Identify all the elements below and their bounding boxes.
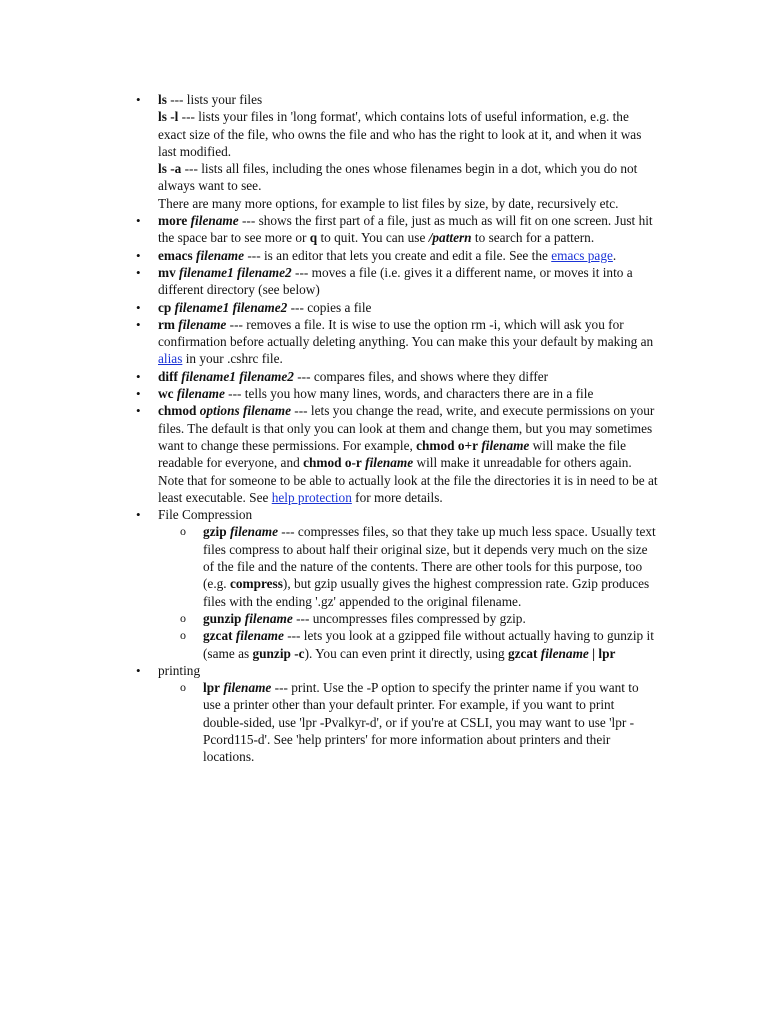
gunzip-paragraph [203,610,658,627]
file-compression-heading: File Compression [158,507,253,523]
list-item-wc [136,385,658,402]
rm-end: in your .cshrc file. [182,351,283,367]
chmod-paragraph [158,402,658,506]
sub-bullet-icon: o [180,680,186,695]
bullet-icon: • [136,386,141,402]
chmod-example-1-command: chmod o+r [416,437,478,453]
bullet-icon: • [136,316,141,332]
bullet-icon: • [136,247,141,263]
emacs-description: --- is an editor that lets you create and edit a file. See the [244,247,552,263]
compress-tool: compress [229,576,283,592]
rm-paragraph [158,316,658,368]
more-description-1: --- shows the first part of a file, just as much as will fit on one screen. Just hit the space bar to see more or [158,213,653,246]
lpr-argument: filename [220,680,272,696]
gzip-argument: filename [226,524,278,540]
wc-argument: filename [173,386,225,402]
emacs-end: . [612,247,617,263]
sub-bullet-icon: o [180,610,186,625]
command-chmod: chmod [158,403,197,419]
gzcat-description-2: ). You can even print it directly, using [304,645,508,661]
bullet-icon: • [136,299,141,315]
help-protection-link[interactable]: help protection [271,489,352,505]
sub-bullet-icon: o [180,628,186,643]
gzcat-pipe-argument: filename [537,645,589,661]
list-item-rm [136,316,658,368]
quit-key: q [309,230,318,246]
mv-description: --- moves a file (i.e. gives it a different name, or moves it into a different directory (see below) [158,264,633,298]
chmod-description-3: will make it unreadable for others again. Note that for someone to be able to actually look at the file the directories it is in need to be at least executable. See [158,455,658,505]
more-argument: filename [187,213,239,229]
cp-arguments: filename1 filename2 [171,299,288,315]
bullet-icon: • [136,368,141,384]
more-paragraph [158,212,658,247]
bullet-icon: • [136,264,141,280]
more-description-2: to quit. You can use [317,230,429,246]
command-mv: mv [158,264,176,280]
ls-paragraph [158,91,658,108]
bullet-icon: • [136,92,141,107]
diff-paragraph [158,368,658,385]
gzip-description-2: ), but gzip usually gives the highest compression rate. Gzip produces files with the ending '.gz' appended to the original filename. [203,576,650,609]
command-wc: wc [158,386,174,402]
gzcat-description-1: --- lets you look at a gzipped file without actually having to gunzip it (same as [203,628,654,661]
emacs-page-link[interactable]: emacs page [551,247,613,263]
chmod-end: for more details. [351,489,443,505]
chmod-arguments: options filename [196,403,291,419]
wc-paragraph [158,385,658,402]
command-ls: ls [158,92,167,107]
bullet-icon: • [136,403,141,419]
gunzip-description: --- uncompresses files compressed by gzip. [292,610,526,626]
list-item-file-compression [136,506,658,662]
diff-arguments: filename1 filename2 [177,368,294,384]
diff-description: --- compares files, and shows where they differ [293,368,549,384]
emacs-paragraph [158,247,658,264]
chmod-example-2-command: chmod o-r [303,455,362,471]
document-body [136,91,658,766]
sublist-item-gzcat [180,627,658,662]
pipe-lpr: | lpr [588,645,616,661]
bullet-icon: • [136,662,141,678]
more-description-3: to search for a pattern. [471,230,595,246]
bullet-icon: • [136,507,141,523]
emacs-argument: filename [192,247,245,263]
ls-l-description: --- lists your files in 'long format', which contains lots of useful information, e.g. the exact size of the file, who owns the file and who has the right to look at it, and when it was last modified. [158,109,642,159]
command-rm: rm [158,316,175,332]
list-item-more [136,212,658,247]
alias-link[interactable]: alias [158,351,183,367]
wc-description: --- tells you how many lines, words, and characters there are in a file [224,386,594,402]
pattern-argument: /pattern [428,230,472,246]
command-lpr: lpr [203,680,220,696]
mv-arguments: filename1 filename2 [175,264,292,280]
sublist-item-gzip [180,523,658,609]
printing-sublist [180,679,658,765]
sublist-item-lpr [180,679,658,765]
cp-paragraph [158,299,658,316]
command-emacs: emacs [158,247,193,263]
cp-description: --- copies a file [287,299,372,315]
chmod-example-2-argument: filename [361,455,414,471]
lpr-description: --- print. Use the -P option to specify the printer name if you want to use a printer other than your default printer. For example, if you want to print double-sided, use 'lpr -Pvalkyr-d', or if you're at CSLI, you may want to use 'lpr -Pcord115-d'. See 'help printers' for more information about printers and their locations. [203,680,639,765]
rm-description: --- removes a file. It is wise to use the option rm -i, which will ask you for confirmation before actually deleting anything. You can make this your default by making an [158,316,654,350]
list-item-diff [136,368,658,385]
list-item-emacs [136,247,658,264]
chmod-example-1-argument: filename [478,437,530,453]
chmod-description-1: --- lets you change the read, write, and execute permissions on your files. The default is that only you can look at them and change them, but you may sometimes want to change these permissions. For example, [158,403,655,453]
gzip-description-1: --- compresses files, so that they take up much less space. Usually text files compress to about half their original size, but it depends very much on the size of the file and the nature of the contents. There are other tools for this purpose, too (e.g. [203,524,656,592]
mv-paragraph [158,264,658,299]
list-item-ls [136,91,658,212]
list-item-printing [136,662,658,766]
command-cp: cp [158,299,172,315]
ls-more-options: There are many more options, for example to list files by size, by date, recursively etc. [158,195,619,211]
command-gunzip: gunzip [203,610,242,626]
ls-a-description: --- lists all files, including the ones whose filenames begin in a dot, which you do not always want to see. [158,161,638,194]
gzcat-argument: filename [232,628,284,644]
gunzip-c-command: gunzip -c [252,645,305,661]
ls-description: --- lists your files [166,92,263,107]
gzip-paragraph [203,523,658,609]
compression-sublist [180,523,658,661]
command-ls-l: ls -l [158,109,179,125]
command-gzcat: gzcat [203,628,233,644]
rm-argument: filename [174,316,227,332]
gzcat-paragraph [203,627,658,662]
command-more: more [158,213,188,229]
chmod-description-2: will make the file readable for everyone, and [158,437,627,471]
bullet-icon: • [136,213,141,229]
gzcat-pipe-command: gzcat [507,645,538,661]
list-item-mv [136,264,658,299]
lpr-paragraph [203,679,658,765]
command-gzip: gzip [203,524,227,540]
ls-l-paragraph [158,108,658,160]
sublist-item-gunzip [180,610,658,627]
sub-bullet-icon: o [180,524,186,539]
gunzip-argument: filename [241,610,293,626]
ls-a-paragraph [158,160,658,195]
list-item-cp [136,299,658,316]
list-item-chmod [136,402,658,506]
command-ls-a: ls -a [158,161,182,177]
command-diff: diff [158,368,178,384]
printing-heading: printing [158,662,201,678]
